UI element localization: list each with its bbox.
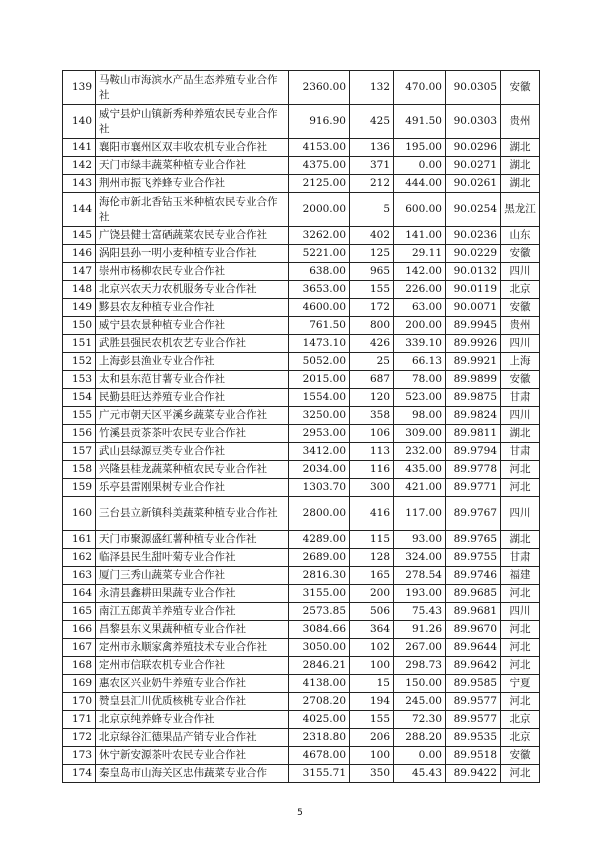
value-cell: 267.00	[394, 639, 446, 657]
members-cell: 350	[350, 765, 394, 783]
table-row	[63, 549, 540, 567]
value-cell: 278.54	[394, 567, 446, 585]
cooperative-name: 三台县立新镇科美蔬菜种植专业合作社	[96, 497, 289, 531]
amount-cell: 2000.00	[289, 193, 350, 227]
cooperative-name: 威宁县农景种植专业合作社	[96, 317, 289, 335]
row-index: 164	[63, 585, 96, 603]
members-cell: 100	[350, 657, 394, 675]
members-cell: 106	[350, 425, 394, 443]
province-cell: 安徽	[501, 71, 540, 105]
row-index: 146	[63, 245, 96, 263]
members-cell: 116	[350, 461, 394, 479]
cooperative-name: 涡阳县孙一明小麦种植专业合作社	[96, 245, 289, 263]
province-cell: 湖北	[501, 139, 540, 157]
score-cell: 89.9771	[446, 479, 501, 497]
members-cell: 120	[350, 389, 394, 407]
province-cell: 四川	[501, 335, 540, 353]
table-row	[63, 729, 540, 747]
value-cell: 288.20	[394, 729, 446, 747]
row-index: 170	[63, 693, 96, 711]
table-row	[63, 585, 540, 603]
province-cell: 甘肃	[501, 389, 540, 407]
value-cell: 117.00	[394, 497, 446, 531]
members-cell: 100	[350, 747, 394, 765]
row-index: 143	[63, 175, 96, 193]
province-cell: 甘肃	[501, 443, 540, 461]
province-cell: 安徽	[501, 245, 540, 263]
value-cell: 45.43	[394, 765, 446, 783]
cooperative-name: 上海彭县渔业专业合作社	[96, 353, 289, 371]
cooperative-name: 荆州市振飞养蜂专业合作社	[96, 175, 289, 193]
members-cell: 200	[350, 585, 394, 603]
table-row	[63, 371, 540, 389]
value-cell: 29.11	[394, 245, 446, 263]
score-cell: 89.9765	[446, 531, 501, 549]
value-cell: 491.50	[394, 105, 446, 139]
value-cell: 421.00	[394, 479, 446, 497]
cooperative-name: 厦门三秀山蔬菜专业合作社	[96, 567, 289, 585]
score-cell: 89.9778	[446, 461, 501, 479]
amount-cell: 4153.00	[289, 139, 350, 157]
score-cell: 90.0254	[446, 193, 501, 227]
value-cell: 63.00	[394, 299, 446, 317]
cooperative-name: 赞皇县汇川优质核桃专业合作社	[96, 693, 289, 711]
province-cell: 贵州	[501, 105, 540, 139]
cooperative-name: 武山县绿源豆类专业合作社	[96, 443, 289, 461]
province-cell: 河北	[501, 585, 540, 603]
members-cell: 402	[350, 227, 394, 245]
members-cell: 965	[350, 263, 394, 281]
cooperative-ranking-table	[62, 70, 540, 783]
province-cell: 北京	[501, 281, 540, 299]
amount-cell: 2816.30	[289, 567, 350, 585]
amount-cell: 4678.00	[289, 747, 350, 765]
cooperative-name: 天门市绿丰蔬菜种植专业合作社	[96, 157, 289, 175]
score-cell: 89.9755	[446, 549, 501, 567]
amount-cell: 2689.00	[289, 549, 350, 567]
score-cell: 89.9926	[446, 335, 501, 353]
score-cell: 89.9811	[446, 425, 501, 443]
row-index: 169	[63, 675, 96, 693]
members-cell: 212	[350, 175, 394, 193]
row-index: 173	[63, 747, 96, 765]
province-cell: 湖北	[501, 175, 540, 193]
cooperative-name: 襄阳市襄州区双丰收农机专业合作社	[96, 139, 289, 157]
score-cell: 90.0261	[446, 175, 501, 193]
province-cell: 甘肃	[501, 549, 540, 567]
amount-cell: 1554.00	[289, 389, 350, 407]
cooperative-name: 兴隆县桂龙蔬菜种植农民专业合作社	[96, 461, 289, 479]
cooperative-name: 休宁新安源茶叶农民专业合作社	[96, 747, 289, 765]
table-row	[63, 461, 540, 479]
amount-cell: 2015.00	[289, 371, 350, 389]
cooperative-name: 南江五郎黄羊养殖专业合作社	[96, 603, 289, 621]
cooperative-name: 海伦市新北香钻玉米种植农民专业合作社	[96, 193, 289, 227]
score-cell: 89.9577	[446, 693, 501, 711]
score-cell: 89.9824	[446, 407, 501, 425]
province-cell: 福建	[501, 567, 540, 585]
page-number: 5	[297, 808, 303, 818]
province-cell: 湖北	[501, 531, 540, 549]
amount-cell: 4375.00	[289, 157, 350, 175]
table-row	[63, 567, 540, 585]
members-cell: 194	[350, 693, 394, 711]
cooperative-name: 临泽县民生甜叶菊专业合作社	[96, 549, 289, 567]
score-cell: 89.9794	[446, 443, 501, 461]
amount-cell: 2573.85	[289, 603, 350, 621]
cooperative-name: 广饶县健士富硒蔬菜农民专业合作社	[96, 227, 289, 245]
cooperative-name: 永清县鑫耕田果蔬专业合作社	[96, 585, 289, 603]
row-index: 163	[63, 567, 96, 585]
row-index: 161	[63, 531, 96, 549]
row-index: 139	[63, 71, 96, 105]
score-cell: 90.0119	[446, 281, 501, 299]
members-cell: 364	[350, 621, 394, 639]
value-cell: 444.00	[394, 175, 446, 193]
amount-cell: 2034.00	[289, 461, 350, 479]
value-cell: 141.00	[394, 227, 446, 245]
province-cell: 河北	[501, 765, 540, 783]
score-cell: 89.9644	[446, 639, 501, 657]
members-cell: 25	[350, 353, 394, 371]
score-cell: 89.9899	[446, 371, 501, 389]
value-cell: 142.00	[394, 263, 446, 281]
table-row	[63, 675, 540, 693]
table-row	[63, 603, 540, 621]
value-cell: 232.00	[394, 443, 446, 461]
row-index: 166	[63, 621, 96, 639]
score-cell: 90.0271	[446, 157, 501, 175]
amount-cell: 4289.00	[289, 531, 350, 549]
amount-cell: 761.50	[289, 317, 350, 335]
value-cell: 0.00	[394, 157, 446, 175]
table-row	[63, 175, 540, 193]
members-cell: 416	[350, 497, 394, 531]
table-row	[63, 353, 540, 371]
cooperative-name: 天门市聚源盛红薯种植专业合作社	[96, 531, 289, 549]
province-cell: 北京	[501, 711, 540, 729]
value-cell: 324.00	[394, 549, 446, 567]
score-cell: 89.9945	[446, 317, 501, 335]
amount-cell: 2846.21	[289, 657, 350, 675]
amount-cell: 3412.00	[289, 443, 350, 461]
amount-cell: 3262.00	[289, 227, 350, 245]
row-index: 155	[63, 407, 96, 425]
row-index: 154	[63, 389, 96, 407]
value-cell: 435.00	[394, 461, 446, 479]
cooperative-name: 北京绿谷汇德果品产销专业合作社	[96, 729, 289, 747]
value-cell: 93.00	[394, 531, 446, 549]
row-index: 147	[63, 263, 96, 281]
members-cell: 102	[350, 639, 394, 657]
table-row	[63, 621, 540, 639]
amount-cell: 3250.00	[289, 407, 350, 425]
row-index: 168	[63, 657, 96, 675]
province-cell: 四川	[501, 603, 540, 621]
cooperative-name: 定州市信联农机专业合作社	[96, 657, 289, 675]
row-index: 152	[63, 353, 96, 371]
amount-cell: 2800.00	[289, 497, 350, 531]
province-cell: 四川	[501, 263, 540, 281]
table-row	[63, 693, 540, 711]
value-cell: 195.00	[394, 139, 446, 157]
cooperative-name: 广元市朝天区平溪乡蔬菜专业合作社	[96, 407, 289, 425]
amount-cell: 4025.00	[289, 711, 350, 729]
value-cell: 523.00	[394, 389, 446, 407]
amount-cell: 3155.71	[289, 765, 350, 783]
score-cell: 89.9642	[446, 657, 501, 675]
cooperative-name: 竹溪县贡茶茶叶农民专业合作社	[96, 425, 289, 443]
table-row	[63, 139, 540, 157]
amount-cell: 3050.00	[289, 639, 350, 657]
table-row	[63, 389, 540, 407]
score-cell: 89.9746	[446, 567, 501, 585]
score-cell: 89.9921	[446, 353, 501, 371]
cooperative-name: 马鞍山市海滨水产品生态养殖专业合作社	[96, 71, 289, 105]
province-cell: 河北	[501, 657, 540, 675]
province-cell: 上海	[501, 353, 540, 371]
row-index: 165	[63, 603, 96, 621]
cooperative-name: 北京京纯养蜂专业合作社	[96, 711, 289, 729]
value-cell: 470.00	[394, 71, 446, 105]
amount-cell: 638.00	[289, 263, 350, 281]
cooperative-name: 北京兴农天力农机服务专业合作社	[96, 281, 289, 299]
row-index: 174	[63, 765, 96, 783]
table-row	[63, 193, 540, 227]
score-cell: 90.0296	[446, 139, 501, 157]
table-row	[63, 639, 540, 657]
amount-cell: 5221.00	[289, 245, 350, 263]
members-cell: 113	[350, 443, 394, 461]
province-cell: 河北	[501, 693, 540, 711]
row-index: 140	[63, 105, 96, 139]
table-row	[63, 335, 540, 353]
province-cell: 安徽	[501, 371, 540, 389]
members-cell: 132	[350, 71, 394, 105]
row-index: 172	[63, 729, 96, 747]
members-cell: 125	[350, 245, 394, 263]
table-row	[63, 105, 540, 139]
score-cell: 90.0229	[446, 245, 501, 263]
amount-cell: 2708.20	[289, 693, 350, 711]
value-cell: 309.00	[394, 425, 446, 443]
cooperative-name: 武胜县强民农机农艺专业合作社	[96, 335, 289, 353]
amount-cell: 2953.00	[289, 425, 350, 443]
row-index: 145	[63, 227, 96, 245]
table-row	[63, 407, 540, 425]
value-cell: 200.00	[394, 317, 446, 335]
score-cell: 90.0305	[446, 71, 501, 105]
value-cell: 600.00	[394, 193, 446, 227]
province-cell: 湖北	[501, 425, 540, 443]
row-index: 141	[63, 139, 96, 157]
table-row	[63, 281, 540, 299]
cooperative-name: 乐亭县雷刚果树专业合作社	[96, 479, 289, 497]
table-row	[63, 157, 540, 175]
score-cell: 89.9767	[446, 497, 501, 531]
cooperative-name: 太和县东范甘薯专业合作社	[96, 371, 289, 389]
row-index: 162	[63, 549, 96, 567]
score-cell: 89.9681	[446, 603, 501, 621]
cooperative-name: 秦皇岛市山海关区忠伟蔬菜专业合作	[96, 765, 289, 783]
table-row	[63, 479, 540, 497]
members-cell: 128	[350, 549, 394, 567]
amount-cell: 4138.00	[289, 675, 350, 693]
cooperative-name: 定州市永顺家禽养殖技术专业合作社	[96, 639, 289, 657]
members-cell: 800	[350, 317, 394, 335]
score-cell: 89.9577	[446, 711, 501, 729]
members-cell: 15	[350, 675, 394, 693]
province-cell: 河北	[501, 461, 540, 479]
value-cell: 298.73	[394, 657, 446, 675]
value-cell: 72.30	[394, 711, 446, 729]
province-cell: 贵州	[501, 317, 540, 335]
score-cell: 89.9422	[446, 765, 501, 783]
members-cell: 426	[350, 335, 394, 353]
province-cell: 河北	[501, 621, 540, 639]
members-cell: 172	[350, 299, 394, 317]
table-body	[63, 71, 540, 783]
value-cell: 245.00	[394, 693, 446, 711]
province-cell: 安徽	[501, 747, 540, 765]
row-index: 171	[63, 711, 96, 729]
cooperative-name: 崇州市杨柳农民专业合作社	[96, 263, 289, 281]
row-index: 156	[63, 425, 96, 443]
score-cell: 89.9518	[446, 747, 501, 765]
row-index: 157	[63, 443, 96, 461]
province-cell: 四川	[501, 497, 540, 531]
amount-cell: 3653.00	[289, 281, 350, 299]
score-cell: 90.0303	[446, 105, 501, 139]
province-cell: 黑龙江	[501, 193, 540, 227]
members-cell: 371	[350, 157, 394, 175]
row-index: 148	[63, 281, 96, 299]
table-row	[63, 765, 540, 783]
value-cell: 78.00	[394, 371, 446, 389]
cooperative-name: 惠农区兴业奶牛养殖专业合作社	[96, 675, 289, 693]
value-cell: 339.10	[394, 335, 446, 353]
province-cell: 河北	[501, 639, 540, 657]
table-row	[63, 263, 540, 281]
value-cell: 66.13	[394, 353, 446, 371]
value-cell: 98.00	[394, 407, 446, 425]
value-cell: 91.26	[394, 621, 446, 639]
members-cell: 155	[350, 281, 394, 299]
score-cell: 90.0132	[446, 263, 501, 281]
table-row	[63, 497, 540, 531]
table-row	[63, 317, 540, 335]
score-cell: 89.9535	[446, 729, 501, 747]
score-cell: 89.9875	[446, 389, 501, 407]
members-cell: 206	[350, 729, 394, 747]
table-row	[63, 245, 540, 263]
province-cell: 四川	[501, 407, 540, 425]
amount-cell: 916.90	[289, 105, 350, 139]
members-cell: 687	[350, 371, 394, 389]
row-index: 167	[63, 639, 96, 657]
amount-cell: 3155.00	[289, 585, 350, 603]
row-index: 159	[63, 479, 96, 497]
members-cell: 115	[350, 531, 394, 549]
table-row	[63, 531, 540, 549]
members-cell: 358	[350, 407, 394, 425]
province-cell: 山东	[501, 227, 540, 245]
cooperative-name: 民勤县旺达养殖专业合作社	[96, 389, 289, 407]
row-index: 149	[63, 299, 96, 317]
table-row	[63, 747, 540, 765]
members-cell: 506	[350, 603, 394, 621]
table-row	[63, 443, 540, 461]
amount-cell: 2125.00	[289, 175, 350, 193]
amount-cell: 3084.66	[289, 621, 350, 639]
cooperative-name: 威宁县炉山镇新秀种养殖农民专业合作社	[96, 105, 289, 139]
value-cell: 0.00	[394, 747, 446, 765]
members-cell: 5	[350, 193, 394, 227]
members-cell: 136	[350, 139, 394, 157]
row-index: 153	[63, 371, 96, 389]
value-cell: 226.00	[394, 281, 446, 299]
province-cell: 湖北	[501, 157, 540, 175]
table-row	[63, 711, 540, 729]
amount-cell: 2318.80	[289, 729, 350, 747]
amount-cell: 1473.10	[289, 335, 350, 353]
amount-cell: 5052.00	[289, 353, 350, 371]
amount-cell: 2360.00	[289, 71, 350, 105]
table-row	[63, 227, 540, 245]
table-row	[63, 657, 540, 675]
row-index: 150	[63, 317, 96, 335]
value-cell: 75.43	[394, 603, 446, 621]
table-row	[63, 299, 540, 317]
cooperative-name: 昌黎县东义果蔬种植专业合作社	[96, 621, 289, 639]
value-cell: 150.00	[394, 675, 446, 693]
members-cell: 300	[350, 479, 394, 497]
score-cell: 89.9670	[446, 621, 501, 639]
members-cell: 425	[350, 105, 394, 139]
row-index: 158	[63, 461, 96, 479]
row-index: 160	[63, 497, 96, 531]
value-cell: 193.00	[394, 585, 446, 603]
members-cell: 155	[350, 711, 394, 729]
row-index: 144	[63, 193, 96, 227]
province-cell: 安徽	[501, 299, 540, 317]
table-row	[63, 71, 540, 105]
cooperative-name: 黟县农友种植专业合作社	[96, 299, 289, 317]
province-cell: 河北	[501, 479, 540, 497]
row-index: 151	[63, 335, 96, 353]
score-cell: 90.0236	[446, 227, 501, 245]
amount-cell: 1303.70	[289, 479, 350, 497]
score-cell: 89.9685	[446, 585, 501, 603]
members-cell: 165	[350, 567, 394, 585]
score-cell: 89.9585	[446, 675, 501, 693]
province-cell: 宁夏	[501, 675, 540, 693]
amount-cell: 4600.00	[289, 299, 350, 317]
row-index: 142	[63, 157, 96, 175]
table-row	[63, 425, 540, 443]
score-cell: 90.0071	[446, 299, 501, 317]
province-cell: 北京	[501, 729, 540, 747]
